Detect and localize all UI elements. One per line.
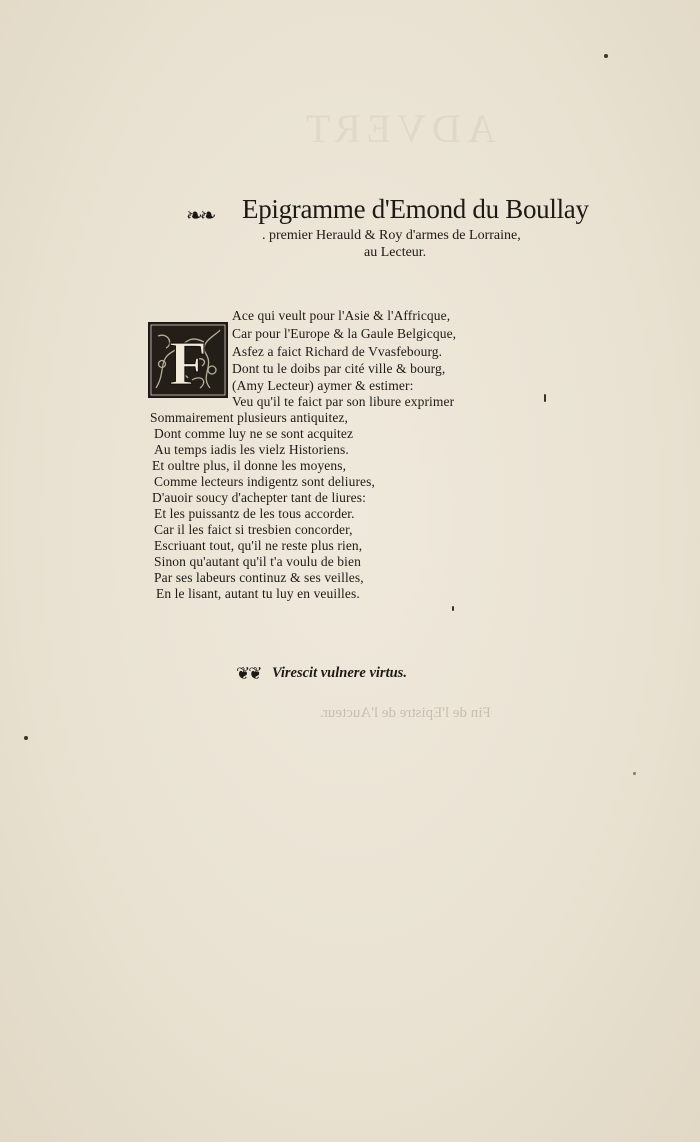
poem-line: Dont tu le doibs par cité ville & bourg,: [232, 361, 446, 376]
fleuron-ornament-icon: ❧❧: [186, 203, 214, 227]
page-title: Epigramme d'Emond du Boullay: [242, 194, 589, 224]
poem-line: D'auoir soucy d'achepter tant de liures:: [152, 490, 366, 505]
poem-line: Au temps iadis les vielz Historiens.: [154, 442, 349, 457]
paper-speck: [24, 736, 28, 740]
poem-line: Par ses labeurs continuz & ses veilles,: [154, 570, 364, 585]
motto: Virescit vulnere virtus.: [272, 665, 407, 681]
paper-speck: [544, 394, 546, 402]
poem-line: Et oultre plus, il donne les moyens,: [152, 458, 347, 473]
poem-line: (Amy Lecteur) aymer & estimer:: [232, 378, 414, 393]
paper-speck: [604, 54, 608, 58]
title-block: [186, 194, 636, 230]
paper-speck: [633, 772, 636, 775]
subtitle-line-1: . premier Herauld & Roy d'armes de Lorraine,: [262, 228, 521, 243]
poem-line: Sommairement plusieurs antiquitez,: [150, 410, 348, 425]
paper-speck: [452, 606, 454, 611]
poem-line: Sinon qu'autant qu'il t'a voulu de bien: [154, 554, 361, 569]
poem-line: Et les puissantz de les tous accorder.: [154, 506, 355, 521]
poem-line: Car il les faict si tresbien concorder,: [154, 522, 353, 537]
poem-line: Comme lecteurs indigentz sont deliures,: [154, 474, 375, 489]
poem-line: Dont comme luy ne se sont acquitez: [154, 426, 354, 441]
poem-line: Ace qui veult pour l'Asie & l'Affricque,: [232, 308, 451, 323]
motto-block: [236, 664, 496, 686]
bleed-through-line: Fin de l'Epistre de l'Aucteur.: [320, 705, 491, 721]
subtitle-line-2: au Lecteur.: [364, 245, 427, 260]
initial-letter: F: [169, 330, 207, 398]
poem-line: Escriuant tout, qu'il ne reste plus rien,: [154, 538, 363, 553]
poem-line: Asfez a faict Richard de Vvasfebourg.: [232, 344, 443, 359]
decorated-initial: [148, 322, 228, 398]
bleed-through-heading: ADVERT: [300, 106, 496, 151]
poem-line: Car pour l'Europe & la Gaule Belgicque,: [232, 326, 457, 341]
poem-line: Veu qu'il te faict par son libure exprimer: [232, 394, 455, 409]
fleuron-ornament-icon: ❦❦: [236, 664, 261, 684]
poem-line: En le lisant, autant tu luy en veuilles.: [156, 586, 360, 601]
